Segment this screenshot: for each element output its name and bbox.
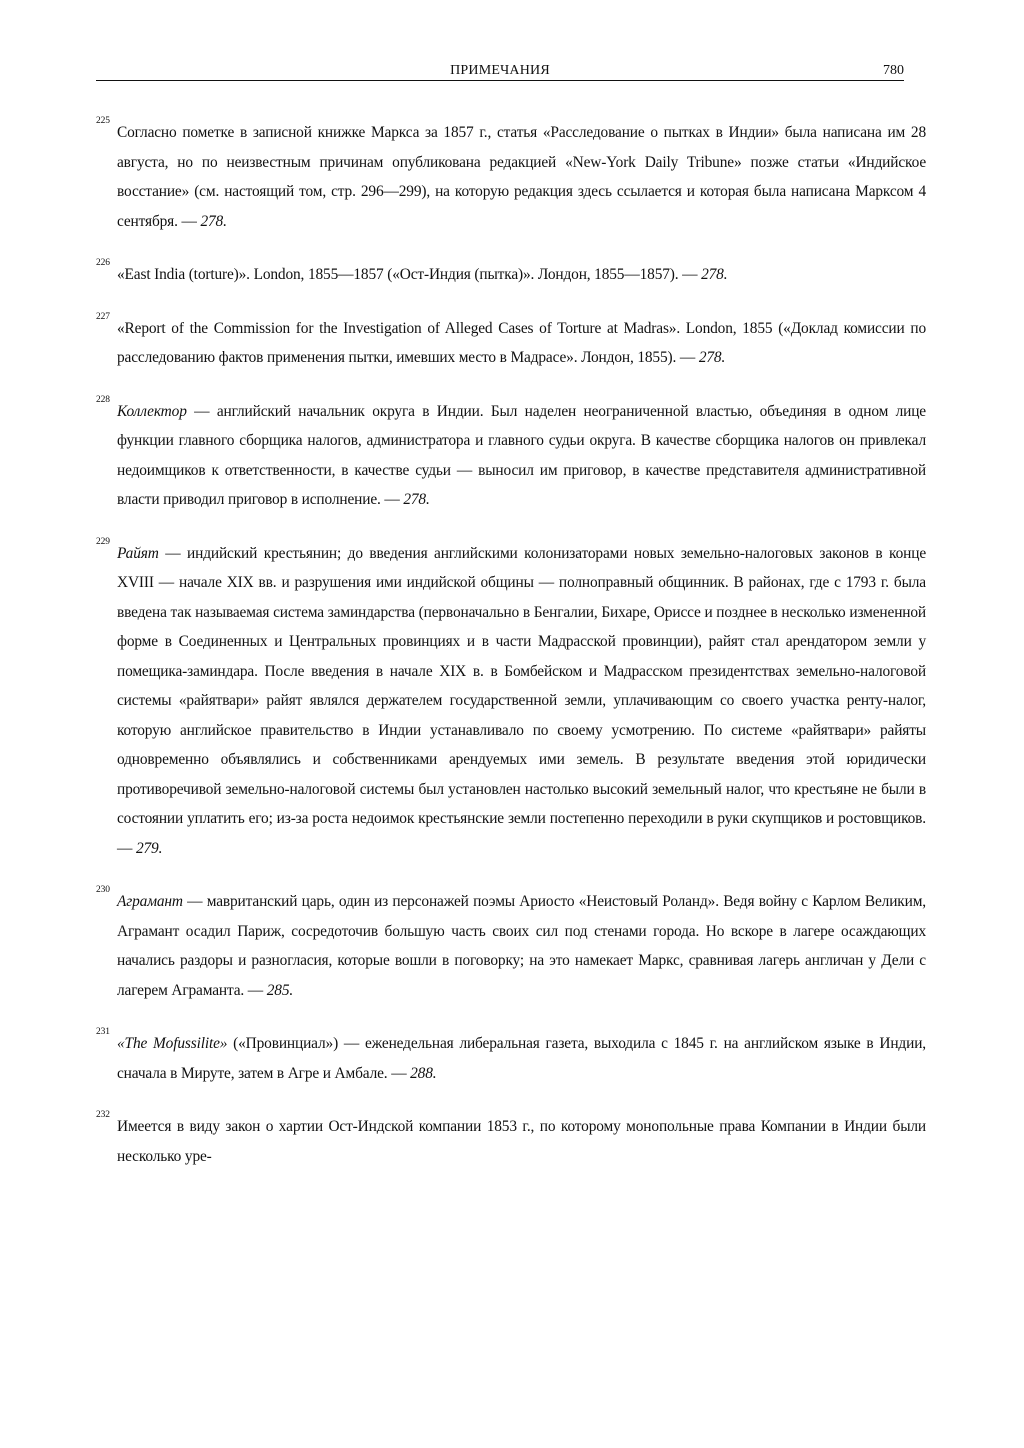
note-232: [96, 1112, 926, 1171]
note-227: [96, 311, 926, 373]
note-230: [96, 887, 926, 1005]
note-number: 229: [96, 536, 110, 547]
running-header: [96, 62, 904, 81]
note-228: [96, 394, 926, 515]
notes-list: [96, 118, 926, 1195]
note-page-ref: 278.: [403, 491, 430, 508]
note-lead: Коллектор: [117, 402, 187, 420]
note-lead: «The Mofussilite»: [117, 1035, 228, 1052]
note-text: («Провинциал») — еженедельная либеральная газета, выходила с 1845 г. на английском языке в Индии, сначала в Мируте, затем в Агре и Амбале. —: [117, 1035, 926, 1082]
note-page-ref: 278.: [200, 212, 227, 230]
note-number: 227: [96, 311, 110, 322]
note-231: [96, 1029, 926, 1088]
note-number: 226: [96, 258, 110, 268]
note-text: «Report of the Commission for the Investigation of Alleged Cases of Torture at Madras». London, 1855 («Доклад комиссии по расследованию фактов применения пытки, имевших место в Мадрасе». Лондон, 1855). —: [117, 319, 926, 366]
note-225: [96, 118, 926, 236]
note-number: 228: [96, 394, 110, 405]
note-page-ref: 278.: [701, 266, 728, 283]
note-number: 232: [96, 1110, 110, 1120]
note-number: 231: [96, 1027, 110, 1037]
note-lead: Аграмант: [117, 893, 183, 910]
note-226: [96, 260, 926, 290]
note-page-ref: 278.: [698, 349, 726, 366]
note-text: — индийский крестьянин; до введения английскими колонизаторами новых земельно-налоговых законов в конце XVIII — начале XIX вв. и разрушения ими индийской общины — полноправный общинник. В районах, где с 1793 г. была введена так называемая система заминдарства (первоначально в Бенгалии, Бихаре, Ориссе и позднее в несколько измененной форме в Соединенных и Центральных провинциях и в части Мадрасской провинции), райят стал арендатором земли у помещика-заминдара. После введения в начале XIX в. в Бомбейском и Мадрасском президентствах земельно-налоговой системы «райятвари» райят являлся держателем государственной земли, уплачивающим со своего участка ренту-налог, которую английское правительство в Индии устанавливало по своему усмотрению. По системе «райятвари» райяты одновременно объявлялись и собственниками арендуемых ими земель. В результате введения этой юридически противоречивой земельно-налоговой системы был установлен настолько высокий земельный налог, что крестьяне не были в состоянии уплатить его; из-за роста недоимок крестьянские земли постепенно переходили в руки скупщиков и ростовщиков. —: [117, 544, 926, 857]
header-title: ПРИМЕЧАНИЯ: [450, 63, 550, 78]
note-number: 225: [96, 116, 110, 126]
note-text: — английский начальник округа в Индии. Был наделен неограниченной властью, объединяя в одном лице функции главного сборщика налогов, администратора и главного судьи округа. В качестве сборщика налогов он привлекал недоимщиков к ответственности, в качестве судьи — выносил им приговор, в качестве представителя административной власти приводил приговор в исполнение. —: [117, 402, 926, 508]
note-lead: Райят: [117, 544, 159, 562]
note-text: — мавританский царь, один из персонажей поэмы Ариосто «Неистовый Роланд». Ведя войну с Карлом Великим, Аграмант осадил Париж, сосредоточив большую часть своих сил под стенами города. Но вскоре в лагере осаждающих начались раздоры и разногласия, которые вошли в поговорку; на это намекает Маркс, сравнивая лагерь англичан у Дели с лагерем Аграманта. —: [117, 893, 926, 999]
note-page-ref: 288.: [410, 1064, 437, 1082]
page-number: 780: [883, 63, 904, 78]
note-text: «East India (torture)». London, 1855—1857 («Ост-Индия (пытка)». Лондон, 1855—1857). —: [117, 266, 702, 283]
note-page-ref: 279.: [135, 839, 163, 857]
note-text: Согласно пометке в записной книжке Маркса за 1857 г., статья «Расследование о пытках в Индии» была написана им 28 августа, но по неизвестным причинам опубликована редакцией «New-York Daily Tribune» позже статьи «Индийское восстание» (см. настоящий том, стр. 296—299), на которую редакция здесь ссылается и которая была написана Марксом 4 сентября. —: [117, 124, 926, 230]
note-number: 230: [96, 885, 110, 895]
note-229: [96, 536, 926, 864]
note-text: Имеется в виду закон о хартии Ост-Индской компании 1853 г., по которому монопольные права Компании в Индии были несколько уре-: [117, 1118, 926, 1165]
note-page-ref: 285.: [266, 981, 294, 999]
